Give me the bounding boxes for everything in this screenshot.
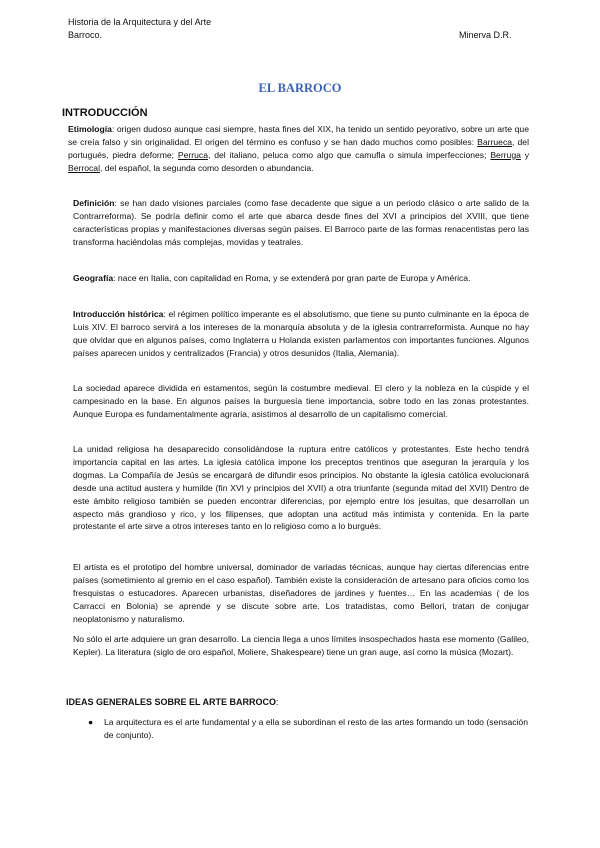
- term-etimologia: Etimología: [68, 124, 112, 134]
- paragraph-definicion: Definición: se han dado visiones parciales (como fase decadente que sigue a un periodo clásico o arte salido de la Contrarreforma). Se podría definir como el arte que abarca desde fines del XVI a principios del XVIII, que tiene características propias y manifestaciones diversas según países. El Barroco parte de las formas renacentistas pero las transforma haciéndolas más complejas, movidas y teatrales.: [73, 198, 529, 247]
- term-definicion: Definición: [73, 198, 115, 208]
- paragraph-etimologia: Etimología: origen dudoso aunque casi siempre, hasta fines del XIX, ha tenido un sentido peyorativo, sobre un arte que se creía falso y sin originalidad. El origen del término es confuso y se han dado muchos como posibles: Barrueca, del portugués, piedra deforme; Perruca, del italiano, peluca como algo que camufla o simula imperfecciones; Berruga y Berrocal, del español, la segunda como desorden o abundancia.: [68, 124, 530, 173]
- header-author: Minerva D.R.: [459, 30, 512, 40]
- term-berrocal: Berrocal: [68, 162, 100, 173]
- paragraph-artista: El artista es el prototipo del hombre universal, dominador de variadas técnicas, aunque hay ciertas diferencias entre países (sometimiento al gremio en el caso español). También existe la consideración de artesano para oficios como los fresquistas o estucadores. Aparecen urbanistas, diseñadores de jardines y fuentes… En las academias ( de los Carracci en Bolonia) se aprende y se discute sobre arte. Los tratadistas, como Bellori, tratan de conjugar neoplatonismo y naturalismo.: [73, 562, 529, 624]
- header-topic: Barroco.: [68, 30, 103, 40]
- term-barrueca: Barrueca: [477, 136, 513, 147]
- paragraph-geografia: Geografía: nace en Italia, con capitalidad en Roma, y se extenderá por gran parte de Europa y América.: [73, 273, 471, 283]
- paragraph-unidad-religiosa: La unidad religiosa ha desaparecido consolidándose la ruptura entre católicos y protestantes. Este hecho tendrá importancia capital en las artes. La iglesia católica impone los preceptos trentinos que aseguran la jerarquía y los dogmas. La Compañía de Jesús se encargará de difundir esos principios. No obstante la iglesia católica evolucionará desde una actitud austera y humilde (fin XVI y principios del XVII) a otra triunfante (segunda mitad del XVII) Dentro de este ámbito religioso también se pueden encontrar diferencias, por ejemplo entre los jesuitas, que desarrollan un aspecto más grandioso y rico, y los filipenses, que adoptan una actitud más intimista y contenida. En la parte protestante el arte sirve a otros intereses tanto en lo religioso como a lo burgués.: [73, 444, 529, 532]
- term-perruca: Perruca: [177, 149, 208, 160]
- term-geografia: Geografía: [73, 273, 114, 283]
- term-berruga: Berruga: [490, 149, 521, 160]
- document-title: EL BARROCO: [258, 81, 342, 95]
- paragraph-historica: Introducción histórica: el régimen político imperante es el absolutismo, que tiene su punto culminante en la época de Luis XIV. El barroco servirá a los intereses de la monarquía absoluta y de la iglesia contrarreformista. Aunque no hay que olvidar que en algunos países, como Inglaterra u Holanda existen parlamentos con importantes funciones. Algunos países aparecen unidos y centralizados (Francia) y otros desunidos (Italia, Alemania).: [73, 309, 529, 358]
- bullet-item: La arquitectura es el arte fundamental y a ella se subordinan el resto de las artes formando un todo (sensación de conjunto).: [104, 717, 528, 740]
- header-course: Historia de la Arquitectura y del Arte: [68, 17, 212, 27]
- intro-heading: INTRODUCCIÓN: [62, 107, 148, 119]
- bullet-dot-icon: ●: [88, 717, 94, 727]
- term-historica: Introducción histórica: [73, 309, 164, 319]
- paragraph-sociedad: La sociedad aparece dividida en estamentos, según la costumbre medieval. El clero y la nobleza en la cúspide y el campesinado en la base. En algunos países la burguesía tiene importancia, sobre todo en las zonas protestantes. Aunque Europa es fundamentalmente agraria, asistimos al desarrollo de un capitalismo comercial.: [73, 383, 529, 419]
- ideas-heading: IDEAS GENERALES SOBRE EL ARTE BARROCO:: [66, 697, 279, 707]
- running-header-left: [68, 16, 211, 42]
- paragraph-desarrollo: No sólo el arte adquiere un gran desarrollo. La ciencia llega a unos límites insospechados hasta ese momento (Galileo, Kepler). La literatura (siglo de oro español, Moliere, Shakespeare) tiene un gran auge, así como la música (Mozart).: [73, 634, 529, 657]
